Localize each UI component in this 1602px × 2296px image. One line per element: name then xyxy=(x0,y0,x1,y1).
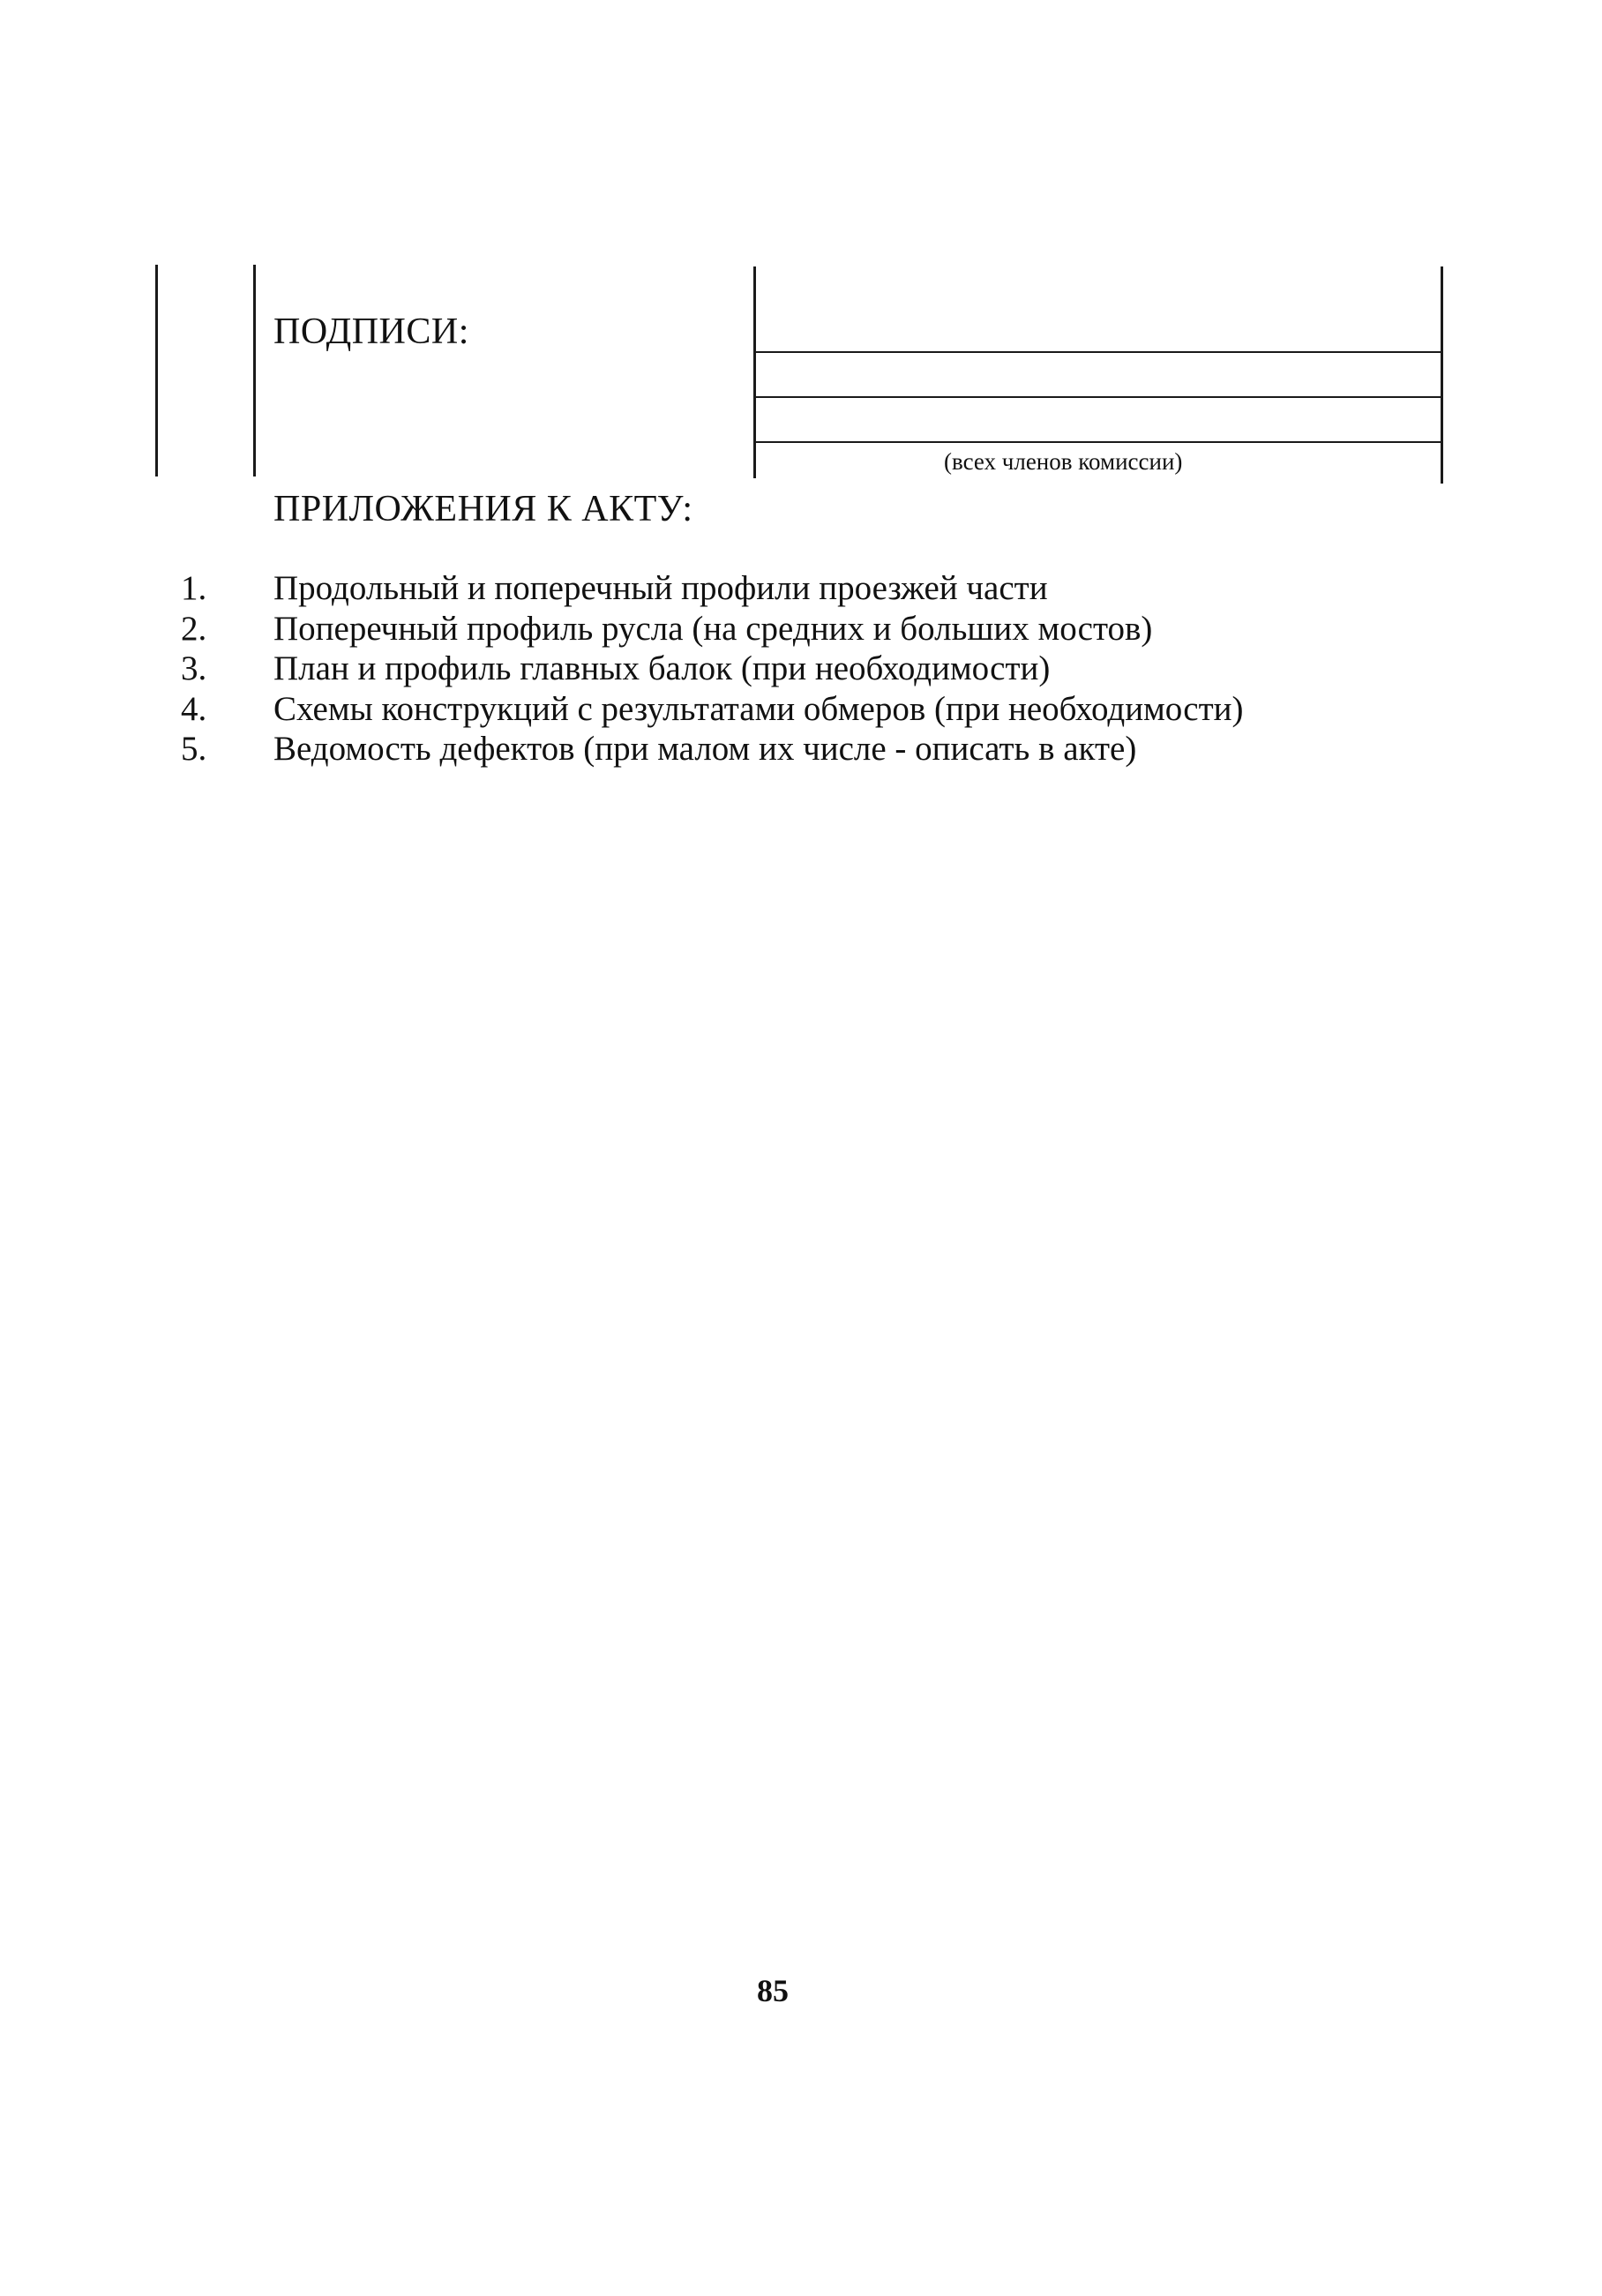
list-item-text: Схемы конструкций с результатами обмеров (при необходимости) xyxy=(273,689,1244,728)
list-item-number: 2. xyxy=(181,609,207,648)
list-item xyxy=(181,568,1416,609)
signature-line-2 xyxy=(753,396,1443,398)
list-item-number: 5. xyxy=(181,730,207,768)
list-item-text: План и профиль главных балок (при необходимости) xyxy=(273,649,1051,687)
signature-box-right-rule xyxy=(1441,266,1443,484)
signature-line-1 xyxy=(753,351,1443,353)
list-item xyxy=(181,649,1416,689)
signatures-label: ПОДПИСИ: xyxy=(273,311,469,352)
list-item xyxy=(181,729,1416,769)
margin-rule-outer xyxy=(155,265,158,476)
list-item-number: 4. xyxy=(181,689,207,728)
signature-box-left-rule xyxy=(753,266,756,478)
list-item-text: Поперечный профиль русла (на средних и больших мостов) xyxy=(273,609,1153,648)
list-item xyxy=(181,609,1416,649)
margin-rule-inner xyxy=(253,265,256,476)
page-number: 85 xyxy=(757,1973,789,2008)
signature-line-3 xyxy=(753,441,1443,443)
list-item xyxy=(181,689,1416,730)
list-item-text: Ведомость дефектов (при малом их числе - описать в акте) xyxy=(273,730,1137,768)
list-item-number: 1. xyxy=(181,569,207,607)
appendix-title: ПРИЛОЖЕНИЯ К АКТУ: xyxy=(273,489,693,529)
signature-caption: (всех членов комиссии) xyxy=(944,448,1183,475)
appendix-list xyxy=(181,568,1416,769)
list-item-number: 3. xyxy=(181,649,207,687)
list-item-text: Продольный и поперечный профили проезжей части xyxy=(273,569,1048,607)
